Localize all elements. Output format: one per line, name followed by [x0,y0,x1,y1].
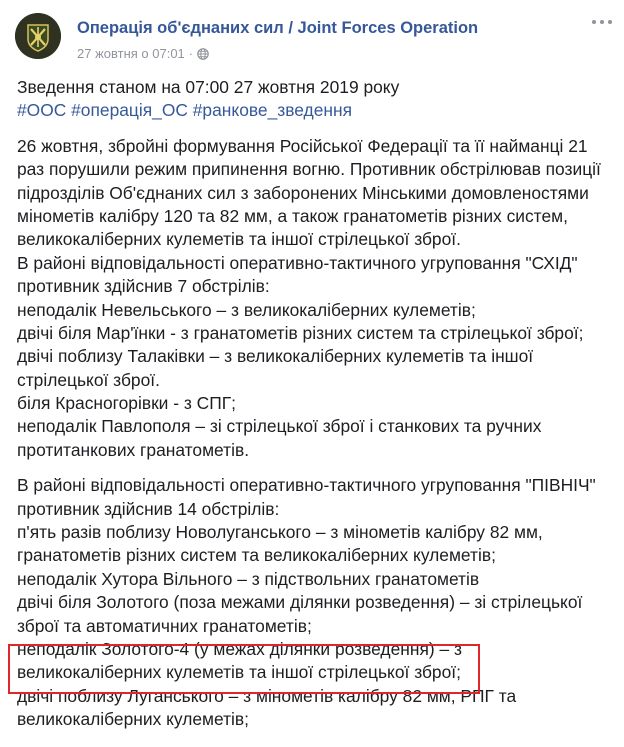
text-line: великокаліберних кулеметів та іншої стрілецької зброї. [17,229,461,250]
text-line: п'ять разів поблизу Новолуганського – з мінометів калібру 82 мм, [17,522,543,543]
text-line: зброї та автоматичних гранатометів; [17,615,312,636]
text-line: В районі відповідальності оперативно-тактичного угруповання "СХІД" [17,252,578,273]
text-line: В районі відповідальності оперативно-тактичного угруповання "ПІВНІЧ" [17,475,596,496]
text-line: раз порушили режим припинення вогню. Противник обстрілював позиції [17,159,601,180]
red-highlight-box [8,644,480,694]
text-line: мінометів калібру 120 та 82 мм, а також гранатометів різних систем, [17,205,568,226]
text-line: стрілецької зброї. [17,369,160,390]
text-line: 26 жовтня, збройні формування Російської Федерації та її найманці 21 [17,135,588,156]
text-line: гранатометів різних систем та великокаліберних кулеметів; [17,545,496,566]
jfo-emblem-icon [15,13,61,59]
text-line: великокаліберних кулеметів; [17,709,249,730]
text-line: неподалік Хутора Вільного – з підствольних гранатометів [17,568,480,589]
hashtag-list [17,99,617,122]
hashtag-morning-summary[interactable]: #ранкове_зведення [192,100,352,121]
text-line: противник здійснив 7 обстрілів: [17,276,270,297]
text-line: противник здійснив 14 обстрілів: [17,498,280,519]
page-name-link[interactable]: Операція об'єднаних сил / Joint Forces Operation [77,19,479,37]
text-line: двічі поблизу Луганського – з мінометів калібру 82 мм, РПГ та [17,685,517,706]
highlighted-line: неподалік Золотого-4 (у межах ділянки розведення) – з [17,638,462,659]
text-line: неподалік Невельського – з великокаліберних кулеметів; [17,299,476,320]
text-line: двічі біля Золотого (поза межами ділянки розведення) – зі стрілецької [17,592,583,613]
text-line: двічі поблизу Талаківки – з великокаліберних кулеметів та іншої [17,346,534,367]
meta-separator: · [188,46,194,61]
text-line: неподалік Павлополя – зі стрілецької зброї і станкових та ручних [17,416,542,437]
post-timestamp[interactable]: 27 жовтня о 07:01 [77,46,185,61]
text-line: двічі біля Мар'їнки - з гранатометів різних систем та стрілецької зброї; [17,322,584,343]
post-meta [77,46,209,61]
east-paragraph [17,135,617,462]
more-options-icon[interactable] [591,15,613,29]
globe-icon [197,48,209,60]
text-line: протитанкових гранатометів. [17,439,250,460]
highlighted-line: великокаліберних кулеметів та іншої стрілецької зброї; [17,662,461,683]
summary-block [17,76,617,123]
hashtag-operation[interactable]: #операція_ОС [71,100,188,121]
text-line: підрозділів Об'єднаних сил з заборонених Мінськими домовленостями [17,182,589,203]
post-header [0,0,624,70]
summary-title: Зведення станом на 07:00 27 жовтня 2019 року [17,77,400,97]
hashtag-oos[interactable]: #ООС [17,100,67,121]
text-line: біля Красногорівки - з СПГ; [17,393,236,414]
page-avatar[interactable] [15,13,61,59]
